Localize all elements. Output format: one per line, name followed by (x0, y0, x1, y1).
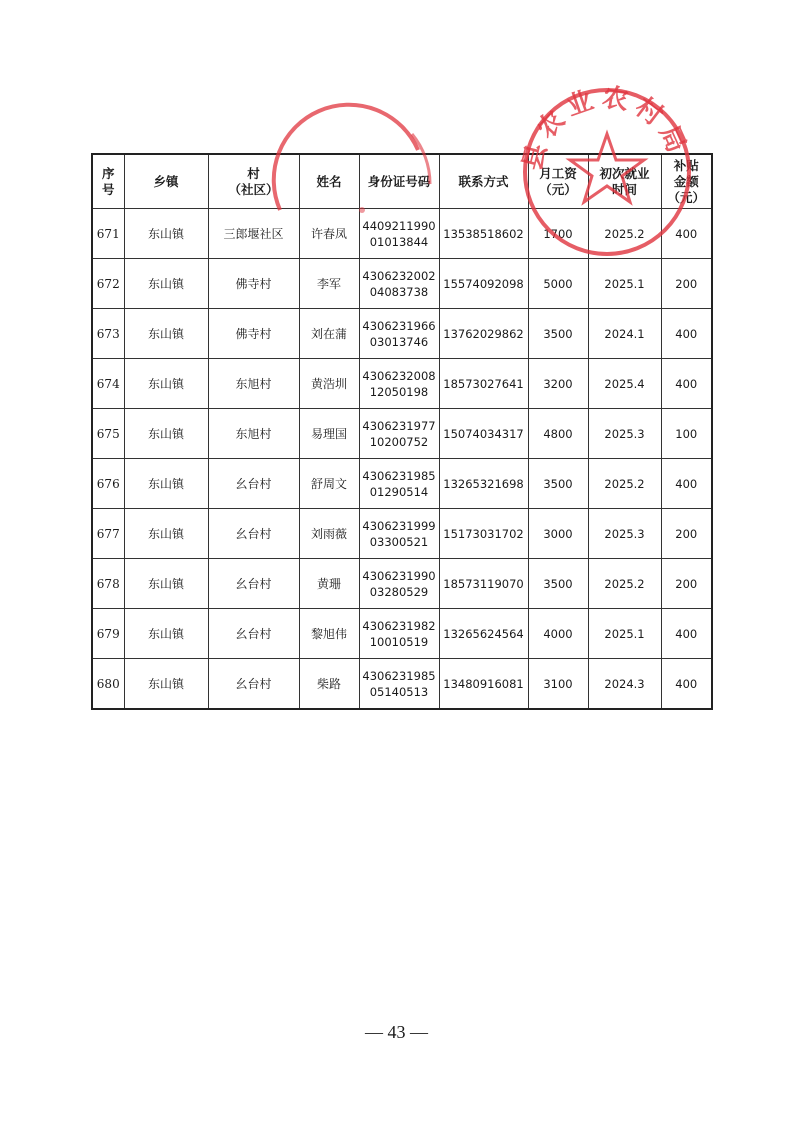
cell-town: 东山镇 (124, 609, 208, 659)
cell-town: 东山镇 (124, 509, 208, 559)
cell-monthly-wage: 1700 (528, 209, 588, 259)
header-subsidy: 补贴 金额 （元） (661, 154, 712, 209)
table-row (92, 259, 712, 309)
cell-id-number: 4306231977 10200752 (359, 409, 439, 459)
cell-village: 佛寺村 (208, 259, 299, 309)
table-row (92, 659, 712, 710)
cell-id-number: 4306231966 03013746 (359, 309, 439, 359)
table-row (92, 609, 712, 659)
cell-subsidy: 200 (661, 509, 712, 559)
cell-id-number: 4306232008 12050198 (359, 359, 439, 409)
cell-town: 东山镇 (124, 409, 208, 459)
header-village: 村 （社区） (208, 154, 299, 209)
cell-contact: 15173031702 (439, 509, 528, 559)
cell-subsidy: 400 (661, 609, 712, 659)
cell-monthly-wage: 4800 (528, 409, 588, 459)
cell-no: 680 (92, 659, 124, 710)
cell-name: 易理国 (299, 409, 359, 459)
cell-id-number: 4306231985 01290514 (359, 459, 439, 509)
cell-subsidy: 400 (661, 459, 712, 509)
cell-subsidy: 100 (661, 409, 712, 459)
table-row (92, 359, 712, 409)
cell-contact: 13762029862 (439, 309, 528, 359)
cell-id-number: 4306231982 10010519 (359, 609, 439, 659)
cell-town: 东山镇 (124, 309, 208, 359)
cell-contact: 13480916081 (439, 659, 528, 710)
cell-first-employment: 2024.1 (588, 309, 661, 359)
cell-name: 刘在蒲 (299, 309, 359, 359)
cell-name: 黄珊 (299, 559, 359, 609)
cell-village: 东旭村 (208, 409, 299, 459)
cell-town: 东山镇 (124, 259, 208, 309)
cell-monthly-wage: 4000 (528, 609, 588, 659)
header-monthly-wage: 月工资 （元） (528, 154, 588, 209)
table-row (92, 509, 712, 559)
table-body (92, 209, 712, 710)
page-number: — 43 — (365, 1022, 428, 1042)
cell-contact: 13265321698 (439, 459, 528, 509)
cell-village: 幺台村 (208, 509, 299, 559)
header-id-number: 身份证号码 (359, 154, 439, 209)
cell-monthly-wage: 3100 (528, 659, 588, 710)
cell-contact: 13265624564 (439, 609, 528, 659)
cell-no: 678 (92, 559, 124, 609)
cell-subsidy: 200 (661, 559, 712, 609)
cell-name: 许春凤 (299, 209, 359, 259)
header-first-employment: 初次就业 时间 (588, 154, 661, 209)
cell-contact: 15574092098 (439, 259, 528, 309)
cell-town: 东山镇 (124, 459, 208, 509)
cell-monthly-wage: 3000 (528, 509, 588, 559)
cell-subsidy: 400 (661, 309, 712, 359)
cell-village: 东旭村 (208, 359, 299, 409)
cell-first-employment: 2025.1 (588, 609, 661, 659)
cell-contact: 15074034317 (439, 409, 528, 459)
cell-no: 674 (92, 359, 124, 409)
cell-no: 677 (92, 509, 124, 559)
cell-village: 幺台村 (208, 659, 299, 710)
cell-town: 东山镇 (124, 359, 208, 409)
cell-first-employment: 2025.2 (588, 459, 661, 509)
header-name: 姓名 (299, 154, 359, 209)
cell-name: 黄浩圳 (299, 359, 359, 409)
cell-village: 佛寺村 (208, 309, 299, 359)
cell-no: 675 (92, 409, 124, 459)
table-header-row (92, 154, 712, 209)
header-contact: 联系方式 (439, 154, 528, 209)
cell-monthly-wage: 5000 (528, 259, 588, 309)
cell-town: 东山镇 (124, 209, 208, 259)
cell-subsidy: 400 (661, 209, 712, 259)
cell-first-employment: 2024.3 (588, 659, 661, 710)
cell-monthly-wage: 3500 (528, 459, 588, 509)
cell-name: 柴路 (299, 659, 359, 710)
cell-id-number: 4306231990 03280529 (359, 559, 439, 609)
table-row (92, 409, 712, 459)
cell-first-employment: 2025.3 (588, 509, 661, 559)
table-row (92, 459, 712, 509)
cell-town: 东山镇 (124, 559, 208, 609)
cell-no: 679 (92, 609, 124, 659)
cell-no: 676 (92, 459, 124, 509)
cell-subsidy: 200 (661, 259, 712, 309)
cell-first-employment: 2025.2 (588, 559, 661, 609)
cell-town: 东山镇 (124, 659, 208, 710)
cell-village: 幺台村 (208, 459, 299, 509)
cell-subsidy: 400 (661, 659, 712, 710)
cell-no: 671 (92, 209, 124, 259)
cell-name: 黎旭伟 (299, 609, 359, 659)
cell-name: 舒周文 (299, 459, 359, 509)
cell-first-employment: 2025.3 (588, 409, 661, 459)
cell-first-employment: 2025.4 (588, 359, 661, 409)
cell-id-number: 4306231999 03300521 (359, 509, 439, 559)
header-town: 乡镇 (124, 154, 208, 209)
seal-arc-text: 县农业农村局 (517, 82, 694, 174)
cell-subsidy: 400 (661, 359, 712, 409)
cell-no: 673 (92, 309, 124, 359)
cell-village: 幺台村 (208, 559, 299, 609)
cell-contact: 13538518602 (439, 209, 528, 259)
cell-village: 三郎堰社区 (208, 209, 299, 259)
cell-contact: 18573027641 (439, 359, 528, 409)
subsidy-roster-table (91, 153, 713, 710)
cell-name: 李军 (299, 259, 359, 309)
cell-monthly-wage: 3500 (528, 559, 588, 609)
table-row (92, 309, 712, 359)
cell-name: 刘雨薇 (299, 509, 359, 559)
cell-first-employment: 2025.1 (588, 259, 661, 309)
header-no: 序 号 (92, 154, 124, 209)
cell-village: 幺台村 (208, 609, 299, 659)
table-row (92, 209, 712, 259)
cell-id-number: 4409211990 01013844 (359, 209, 439, 259)
cell-id-number: 4306232002 04083738 (359, 259, 439, 309)
cell-no: 672 (92, 259, 124, 309)
cell-monthly-wage: 3500 (528, 309, 588, 359)
table-row (92, 559, 712, 609)
cell-first-employment: 2025.2 (588, 209, 661, 259)
cell-contact: 18573119070 (439, 559, 528, 609)
cell-id-number: 4306231985 05140513 (359, 659, 439, 710)
cell-monthly-wage: 3200 (528, 359, 588, 409)
